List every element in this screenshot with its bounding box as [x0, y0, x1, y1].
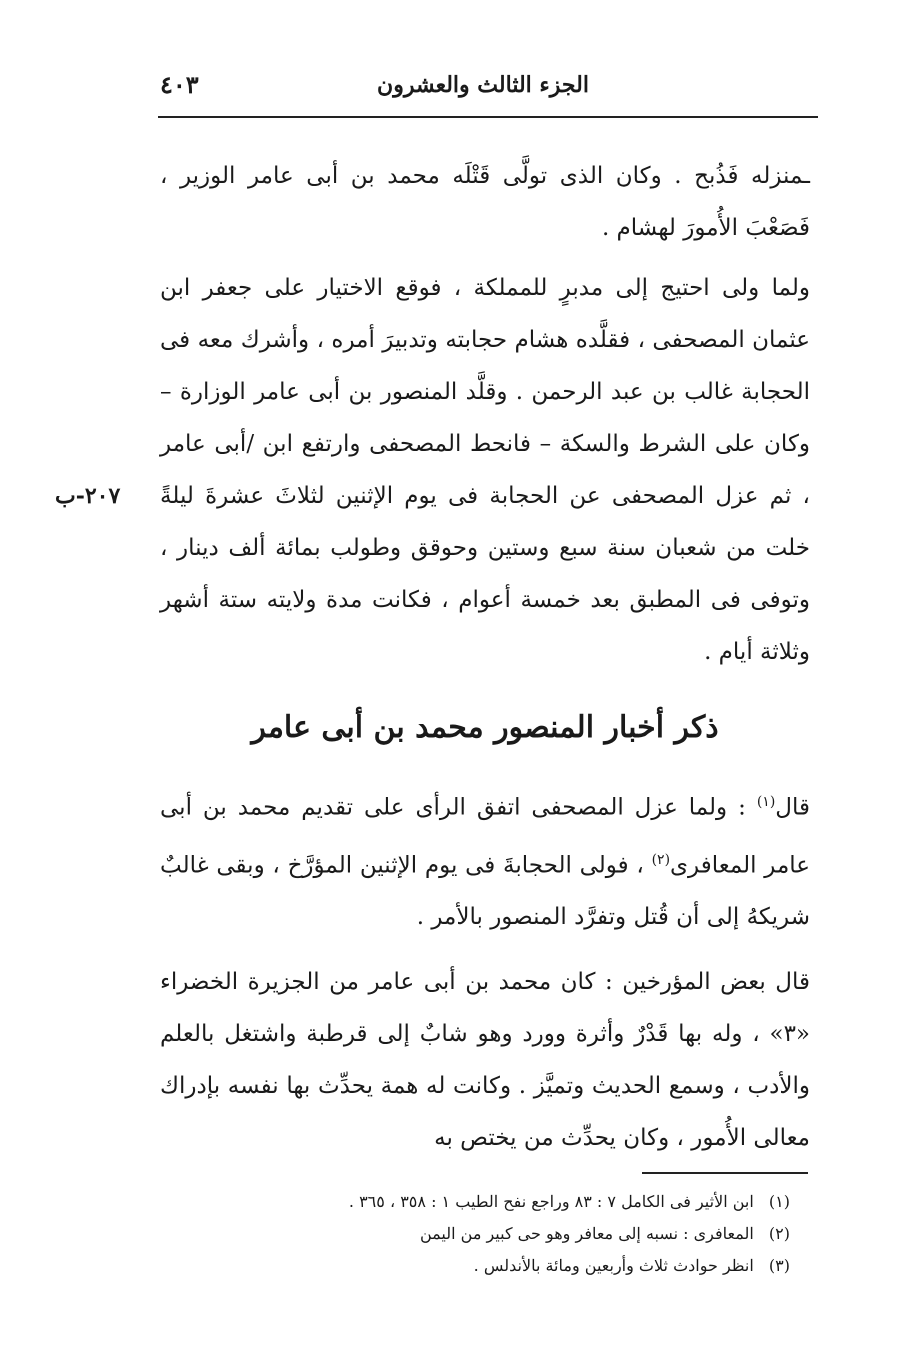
footnote-text: المعافرى : نسبه إلى معافر وهو حى كبير من اليمن	[419, 1224, 754, 1243]
footnote-2	[200, 1218, 790, 1250]
paragraph-2	[160, 262, 810, 678]
paragraph-3-part-1: قال	[775, 794, 810, 821]
paragraph-1	[160, 150, 810, 254]
footnotes	[200, 1186, 790, 1282]
paragraph-2-text: ولما ولى احتيج إلى مدبرٍ للمملكة ، فوقع الاختيار على جعفر ابن عثمان المصحفى ، فقلَّده هشام حجابته وتدبيرَ أمره ، وأشرك معه فى الحجابة غالب بن عبد الرحمن . وقلَّد المنصور بن أبى عامر الوزارة – وكان على الشرط والسكة – فانحط المصحفى وارتفع ابن /أبى عامر ، ثم عزل المصحفى عن الحجابة فى يوم الإثنين لثلاثَ عشرةَ ليلةً خلت من شعبان سنة سبع وستين وحوقق وطولب بمائة ألف دينار ، وتوفى فى المطبق بعد خمسة أعوام ، فكانت مدة ولايته ستة أشهر وثلاثة أيام .	[160, 275, 810, 665]
footnote-ref-1: (١)	[756, 794, 776, 810]
paragraph-3-part-2: : ولما عزل المصحفى اتفق الرأى على تقديم محمد بن أبى عامر المعافرى	[160, 794, 810, 879]
page-number: ٤٠٣	[160, 70, 199, 99]
footnote-text: انظر حوادث ثلاث وأربعين ومائة بالأندلس .	[473, 1256, 754, 1275]
paragraph-3	[160, 776, 810, 943]
footnote-number: (٢)	[768, 1224, 790, 1243]
header-rule	[158, 116, 818, 118]
running-header	[160, 66, 806, 110]
footnote-rule	[642, 1172, 808, 1174]
manuscript-folio-note: ٢٠٧-ب	[55, 483, 121, 509]
footnote-text: ابن الأثير فى الكامل ٧ : ٨٣ وراجع نفح الطيب ١ : ٣٥٨ ، ٣٦٥ .	[348, 1192, 754, 1211]
footnote-number: (١)	[768, 1192, 790, 1211]
paragraph-3-part-3: ، فولى الحجابةَ فى يوم الإثنين المؤرَّخ ، وبقى غالبٌ شريكهُ إلى أن قُتل وتفرَّد المنصور بالأمر .	[160, 852, 810, 931]
footnote-1	[200, 1186, 790, 1218]
paragraph-4-text: قال بعض المؤرخين : كان محمد بن أبى عامر من الجزيرة الخضراء «٣» ، وله بها قَدْرٌ وأثرة وورد وهو شابٌ إلى قرطبة واشتغل بالعلم والأدب ، وسمع الحديث وتميَّز . وكانت له همة يحدِّث بها نفسه بإدراك معالى الأُمور ، وكان يحدِّث من يختص به	[160, 969, 810, 1151]
section-heading: ذكر أخبار المنصور محمد بن أبى عامر	[251, 710, 719, 745]
footnote-3	[200, 1250, 790, 1282]
paragraph-4	[160, 956, 810, 1164]
footnote-ref-2: (٢)	[651, 851, 671, 868]
paragraph-3-text	[160, 776, 810, 943]
footnote-number: (٣)	[768, 1256, 790, 1275]
header-title: الجزء الثالث والعشرون	[377, 72, 589, 98]
paragraph-1-text: ـمنزله فَذُبح . وكان الذى تولَّى قَتْلَه محمد بن أبى عامر الوزير ، فَصَعْبَ الأُمورَ لهشام .	[160, 163, 810, 241]
